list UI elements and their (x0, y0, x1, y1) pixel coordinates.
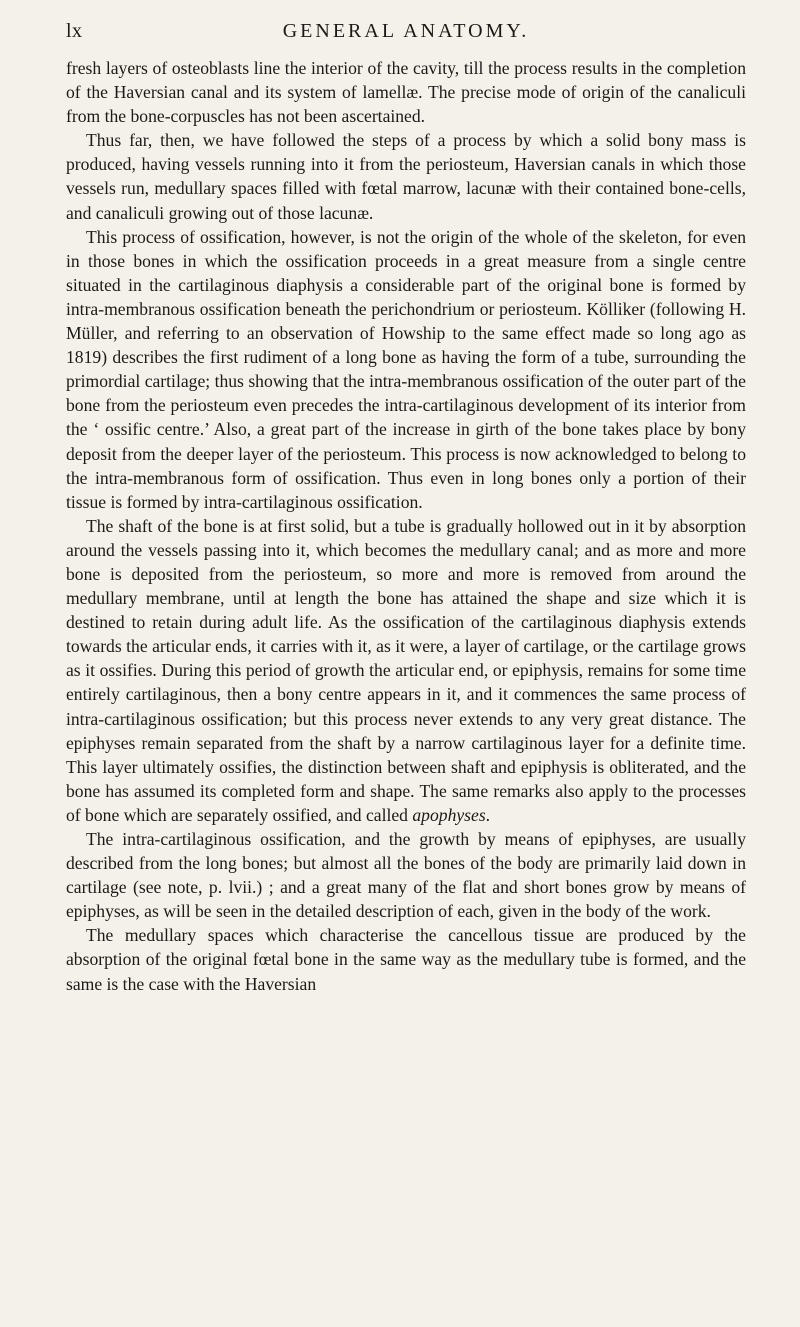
paragraph (66, 128, 746, 224)
running-title: GENERAL ANATOMY. (282, 20, 530, 42)
paragraph (66, 827, 746, 923)
paragraph-text: The medullary spaces which characterise the cancellous tissue are produced by the absorption of the original fœtal bone in the same way as the medullary tube is formed, and the same is the case with the Haversian (66, 925, 746, 994)
paragraph (66, 514, 746, 827)
page-number: lx (66, 20, 83, 42)
paragraph-text-end: . (485, 804, 491, 825)
running-head (66, 20, 746, 46)
paragraph-text: The intra-cartilaginous ossification, and the growth by means of epiphyses, are usually described from the long bones; but almost all the bones of the body are primarily laid down in cartilage (see note, p. lvii.) ; and a great many of the flat and short bones grow by means of epiphyses, as will be seen in the detailed description of each, given in the body of the work. (66, 829, 746, 922)
paragraph-text: Thus far, then, we have followed the steps of a process by which a solid bony mass is produced, having vessels running into it from the periosteum, Haversian canals in which those vessels run, medullary spaces filled with fœtal marrow, lacunæ with their contained bone-cells, and canaliculi growing out of those lacunæ. (66, 130, 746, 223)
body-text (66, 56, 746, 996)
paragraph (66, 225, 746, 514)
paragraph-text: The shaft of the bone is at first solid, but a tube is gradually hollowed out in it by absorption around the vessels passing into it, which becomes the medullary canal; and as more and more bone is deposited from the periosteum, so more and more is removed from around the medullary membrane, until at length the bone has attained the shape and size which it is destined to retain during adult life. As the ossification of the cartilaginous diaphysis extends towards the articular ends, it carries with it, as it were, a layer of cartilage, or the cartilage grows as it ossifies. During this period of growth the articular end, or epiphysis, remains for some time entirely cartilaginous, then a bony centre appears in it, and it commences the same process of intra-cartilaginous ossification; but this process never extends to any very great distance. The epiphyses remain separated from the shaft by a narrow cartilaginous layer for a definite time. This layer ultimately ossifies, the distinction between shaft and epiphysis is obliterated, and the bone has assumed its completed form and shape. The same remarks also apply to the processes of bone which are separately ossified, and called (66, 515, 746, 825)
paragraph-text: This process of ossification, however, is not the origin of the whole of the skeleton, for even in those bones in which the ossification proceeds in a great measure from a single centre situated in the cartilaginous diaphysis a considerable part of the original bone is formed by intra-membranous ossification beneath the perichondrium or periosteum. Kölliker (following H. Müller, and referring to an observation of Howship to the same effect made so long ago as 1819) describes the first rudiment of a long bone as having the form of a tube, surrounding the primordial cartilage; thus showing that the intra-membranous ossification of the outer part of the bone from the periosteum even precedes the intra-cartilaginous development of its interior from the ‘ ossific centre.’ Also, a great part of the increase in girth of the bone takes place by bony deposit from the deeper layer of the periosteum. This process is now acknowledged to belong to the intra-membranous form of ossification. Thus even in long bones only a portion of their tissue is formed by intra-cartilaginous ossification. (66, 226, 746, 512)
paragraph-text: fresh layers of osteoblasts line the interior of the cavity, till the process results in the completion of the Haversian canal and its system of lamellæ. The precise mode of origin of the canaliculi from the bone-corpuscles has not been ascertained. (66, 58, 746, 127)
paragraph (66, 923, 746, 995)
paragraph-continued (66, 56, 746, 128)
italic-term: apophyses (412, 804, 486, 825)
